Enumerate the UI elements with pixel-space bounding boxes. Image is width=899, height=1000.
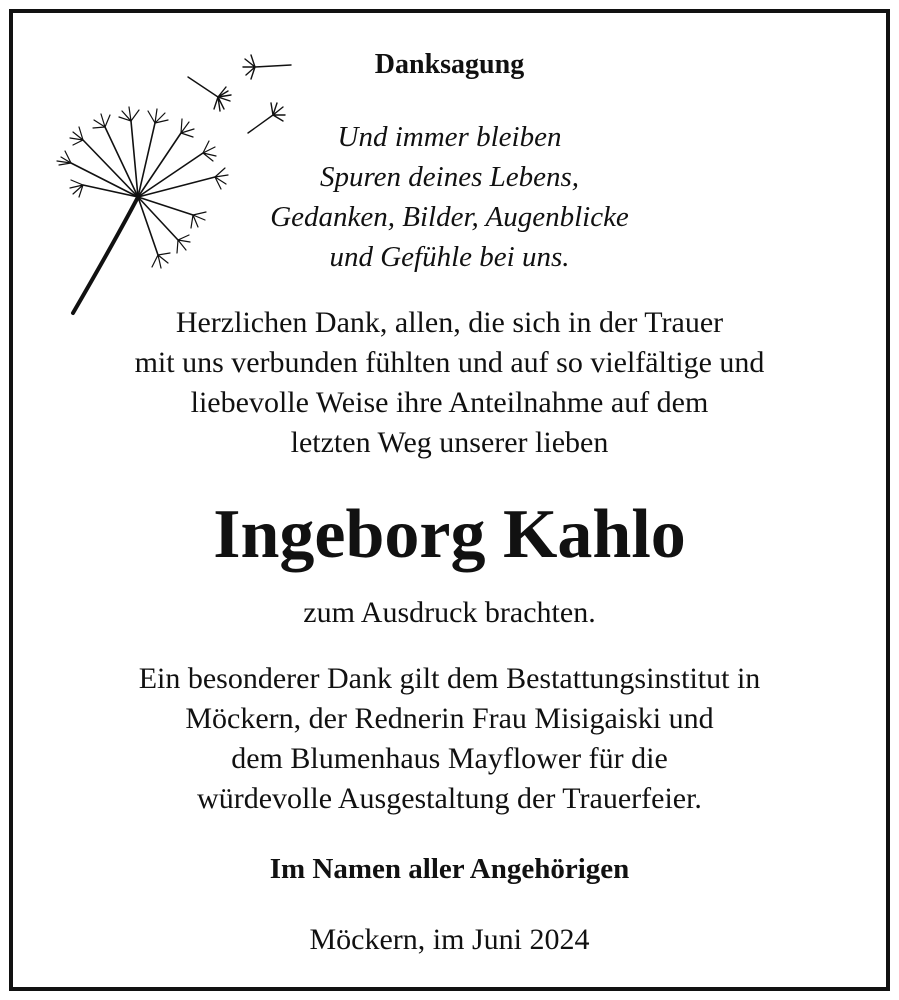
- special-thanks-line: dem Blumenhaus Mayflower für die: [231, 742, 668, 775]
- thanks-line: mit uns verbunden fühlten und auf so vielfältige und: [134, 346, 765, 379]
- after-name-text: zum Ausdruck brachten.: [303, 596, 596, 629]
- thanks-line: liebevolle Weise ihre Anteilnahme auf dem: [190, 386, 709, 419]
- place-date: Möckern, im Juni 2024: [309, 923, 590, 956]
- thanks-line: Herzlichen Dank, allen, die sich in der Trauer: [175, 306, 724, 339]
- special-thanks-paragraph: [13, 659, 886, 819]
- thanks-line: letzten Weg unserer lieben: [290, 426, 609, 459]
- poem: [13, 117, 886, 277]
- poem-line: Gedanken, Bilder, Augenblicke: [270, 201, 629, 233]
- deceased-name: Ingeborg Kahlo: [213, 496, 686, 573]
- poem-line: und Gefühle bei uns.: [329, 241, 570, 273]
- poem-line: Spuren deines Lebens,: [319, 161, 580, 193]
- signature: Im Namen aller Angehörigen: [269, 853, 630, 885]
- special-thanks-line: würdevolle Ausgestaltung der Trauerfeier.: [197, 782, 702, 815]
- notice-heading: Danksagung: [374, 49, 525, 80]
- thanks-paragraph: [13, 303, 886, 463]
- special-thanks-line: Möckern, der Rednerin Frau Misigaiski und: [185, 702, 714, 735]
- obituary-notice: [9, 9, 890, 991]
- special-thanks-line: Ein besonderer Dank gilt dem Bestattungsinstitut in: [138, 662, 761, 695]
- poem-line: Und immer bleiben: [337, 121, 562, 153]
